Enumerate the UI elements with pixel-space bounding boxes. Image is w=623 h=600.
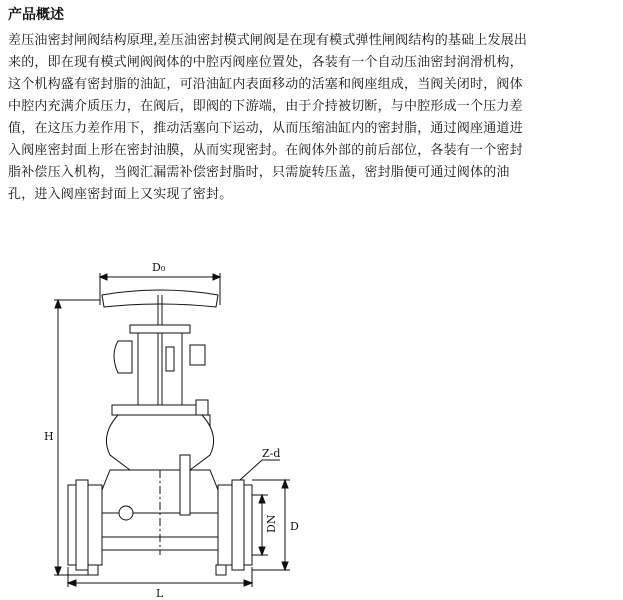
paragraph-line: 入阀座密封面上形在密封油膜，从而实现密封。在阀体外部的前后部位，各装有一个密封 [8, 143, 523, 158]
handwheel [102, 290, 218, 307]
gate-valve-drawing [40, 255, 460, 600]
h-label: H [44, 430, 54, 443]
gate [180, 455, 190, 515]
paragraph-line: 中腔内充满介质压力，在阀后，即阀的下游端，由于介持被切断，与中腔形成一个压力差 [8, 99, 523, 114]
paragraph-line: 来的，即在现有模式闸阀阀体的中腔丙阀座位置处，各装有一个自动压油密封润滑机构， [8, 55, 523, 70]
zd-label: Z-d [262, 447, 281, 460]
paragraph-line: 差压油密封闸阀结构原理,差压油密封模式闸阀是在现有模式弹性闸阀结构的基础上发展出 [8, 33, 528, 48]
paragraph-line: 孔，进入阀座密封面上又实现了密封。 [8, 187, 233, 202]
section-heading: 产品概述 [8, 7, 64, 23]
oil-cylinder [114, 341, 132, 373]
paragraph-line: 脂补偿压入机构，当阀汇漏需补偿密封脂时，只需旋转压盖，密封脂便可通过阀体的油 [8, 165, 510, 180]
bonnet [106, 415, 213, 470]
drain-hole [119, 506, 133, 520]
description-paragraph [8, 30, 612, 206]
arrowhead [100, 274, 107, 280]
dn-label: DN [265, 514, 278, 533]
bonnet-flange [112, 405, 208, 415]
arrowhead [213, 274, 220, 280]
paragraph-line: 值，在这压力差作用下，推动活塞向下运动，从而压缩油缸内的密封脂，通过阀座通道进 [8, 121, 523, 136]
zd-leader-line [240, 460, 262, 480]
valve-technical-drawing [40, 255, 460, 600]
d-label: D [290, 520, 299, 533]
d0-label: D₀ [152, 261, 166, 274]
l-label: L [156, 587, 164, 600]
paragraph-line: 这个机构盛有密封脂的油缸，可沿油缸内表面移动的活塞和阀座组成，当阀关闭时，阀体 [8, 77, 523, 92]
